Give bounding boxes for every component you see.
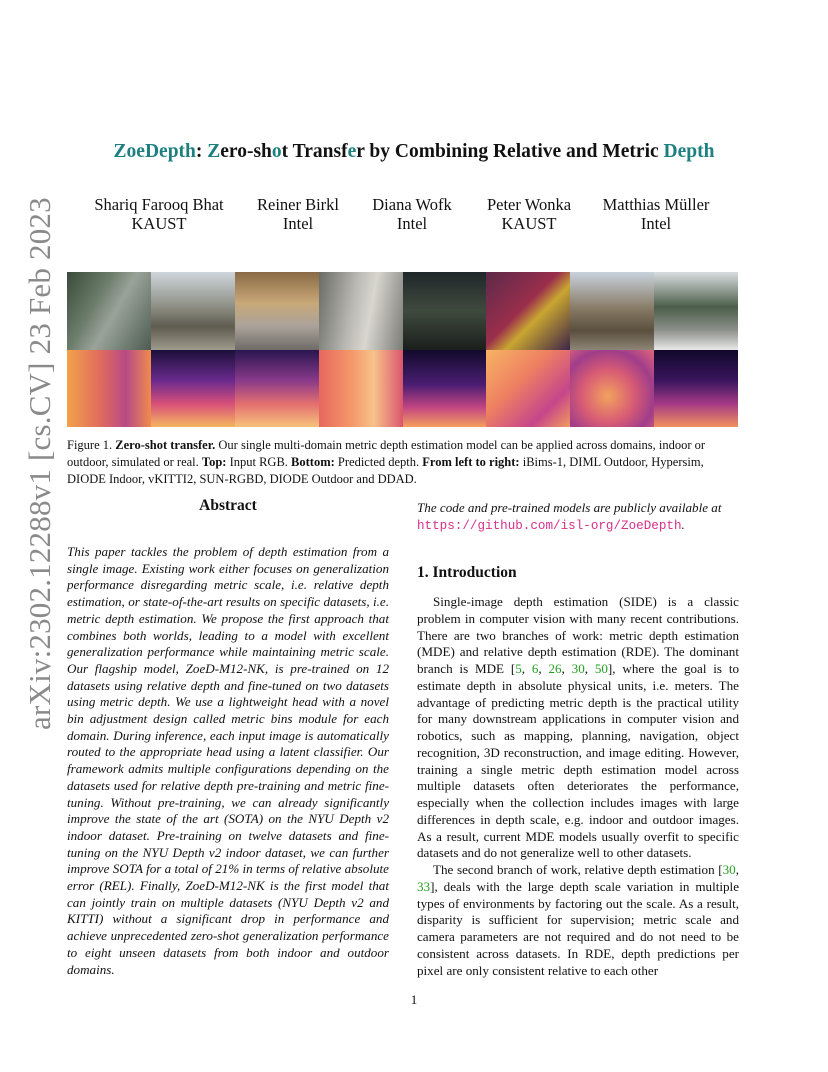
title-part: t Transf: [281, 141, 348, 162]
depth-map-vkitti2: [403, 350, 487, 428]
depth-map-diode-outdoor: [570, 350, 654, 428]
abstract-heading: Abstract: [199, 497, 257, 514]
rgb-image-vkitti2: [403, 272, 487, 350]
figure-title: Zero-shot transfer.: [115, 438, 216, 452]
rgb-image-hypersim: [235, 272, 319, 350]
caption-text: Our single multi-domain metric depth estimation model can be applied across domains, indoor or outdoor, simulated or real.: [67, 438, 706, 469]
citation-link[interactable]: 30: [571, 661, 585, 676]
title-part: ero-sh: [220, 141, 272, 162]
page-number: 1: [410, 992, 418, 1007]
rgb-image-diode-outdoor: [570, 272, 654, 350]
teaser-figure: [67, 272, 738, 427]
author-4: [478, 195, 580, 233]
figure-label: Figure 1.: [67, 438, 113, 452]
intro-text: ], where the goal is to estimate depth in absolute physical units, i.e. meters. The advantage of predicting metric depth is the practical utility for many downstream applications in computer vision and robotics, such as mapping, planning, navigation, object recognition, 3D reconstruction, and image editing. However, training a single metric depth estimation model across multiple datasets often deteriorates the performance, especially when the collection includes images with large differences in depth scale, e.g. indoor and outdoor images. As a result, current MDE models usually overfit to specific datasets and do not generalize well to other datasets.: [417, 661, 740, 861]
rgb-image-ddad: [654, 272, 738, 350]
author-1: [88, 195, 230, 233]
citation-link[interactable]: 6: [531, 661, 539, 676]
depth-map-sun-rgbd: [486, 350, 570, 428]
caption-text: iBims-1, DIML Outdoor, Hypersim, DIODE Indoor, vKITTI2, SUN-RGBD, DIODE Outdoor and DDAD.: [67, 455, 704, 486]
intro-paragraph-2: The second branch of work, relative depth estimation [30, 33], deals with the large depth scale variation in multiple types of environments by factoring out the scale. As a result, disparity is sufficient for supervision; metric scale and camera parameters are not required and do not need to be consistent across datasets. In RDE, depth predictions per pixel are only consistent relative to each other: [417, 862, 739, 978]
intro-heading: 1. Introduction: [417, 564, 517, 581]
depth-map-hypersim: [235, 350, 319, 428]
intro-text: The second branch of work, relative depth estimation [: [433, 862, 723, 877]
citation-link[interactable]: 26: [548, 661, 562, 676]
depth-map-diode-indoor: [319, 350, 403, 428]
title-part: Zoe: [113, 141, 145, 162]
caption-bottom-label: Bottom:: [291, 455, 335, 469]
depth-map-diml-outdoor: [151, 350, 235, 428]
rgb-image-ibims: [67, 272, 151, 350]
title-part: o: [271, 141, 282, 162]
title-part: Depth: [144, 141, 196, 162]
author-3: [362, 195, 462, 233]
figure-caption: [67, 437, 739, 488]
citation-link[interactable]: 5: [515, 661, 522, 676]
rgb-image-diml-outdoor: [151, 272, 235, 350]
author-2: [248, 195, 348, 233]
arxiv-stamp-text: arXiv:2302.12288v1 [cs.CV] 23 Feb 2023: [22, 197, 57, 730]
depth-map-ibims: [67, 350, 151, 428]
caption-order-label: From left to right:: [422, 455, 520, 469]
intro-text: ], deals with the large depth scale variation in multiple types of environments by factoring out the scale. As a result, disparity is sufficient for supervision; metric scale and camera parameters are not required and do not need to be consistent across datasets. In RDE, depth predictions per pixel are only consistent relative to each other: [417, 878, 739, 978]
author-affiliation: Intel: [396, 214, 428, 233]
title-part: Z: [207, 141, 221, 162]
author-name: Shariq Farooq Bhat: [94, 195, 224, 214]
paper-title: [0, 141, 828, 163]
intro-paragraph-1: Single-image depth estimation (SIDE) is a classic problem in computer vision with many recent contributions. There are two branches of work: metric depth estimation (MDE) and relative depth estimation (RDE). The dominant branch is MDE [5, 6, 26, 30, 50], where the goal is to estimate depth in absolute physical units, i.e. meters. The advantage of predicting metric depth is the practical utility for many downstream applications in computer vision and robotics, such as mapping, planning, navigation, object recognition, 3D reconstruction, and image editing. However, training a single metric depth estimation model across multiple datasets often deteriorates the performance, especially when the collection includes images with large differences in depth scale, e.g. indoor and outdoor images. As a result, current MDE models usually overfit to specific datasets and do not generalize well to other datasets.: [417, 594, 740, 861]
caption-top-label: Top:: [201, 455, 227, 469]
title-part: r by Combining Relative and Metric: [356, 141, 664, 162]
rgb-image-diode-indoor: [319, 272, 403, 350]
code-note-text: The code and pre-trained models are publicly available at: [417, 500, 722, 515]
code-url-link[interactable]: https://github.com/isl-org/ZoeDepth: [417, 519, 682, 533]
intro-body: [417, 594, 739, 979]
intro-text: Single-image depth estimation (SIDE) is a classic problem in computer vision with many recent contributions. There are two branches of work: metric depth estimation (MDE) and relative depth estimation (RDE). The dominant branch is MDE [: [417, 594, 739, 676]
author-name: Diana Wofk: [372, 195, 452, 214]
author-5: [596, 195, 716, 233]
citation-link[interactable]: 30: [722, 862, 736, 877]
rgb-image-sun-rgbd: [486, 272, 570, 350]
caption-text: Input RGB.: [226, 455, 292, 469]
depth-map-ddad: [654, 350, 738, 428]
title-part: Depth: [663, 141, 715, 162]
author-affiliation: KAUST: [131, 214, 187, 233]
code-note-end: .: [681, 517, 685, 532]
title-part: :: [195, 141, 208, 162]
abstract-text: This paper tackles the problem of depth estimation from a single image. Existing work either focuses on generalization performance disregarding metric scale, i.e. relative depth estimation, or state-of-the-art results on specific datasets, i.e. metric depth estimation. We propose the first approach that combines both worlds, leading to a model with excellent generalization performance while maintaining metric scale. Our flagship model, ZoeD-M12-NK, is pre-trained on 12 datasets using relative depth and fine-tuned on two datasets using metric depth. We use a lightweight head with a novel bin adjustment design called metric bins module for each domain. During inference, each input image is automatically routed to the appropriate head using a latent classifier. Our framework admits multiple configurations depending on the datasets used for relative depth pre-training and metric fine-tuning. Without pre-training, we can already significantly improve the state of the art (SOTA) on the NYU Depth v2 indoor dataset. Pre-training on twelve datasets and fine-tuning on the NYU Depth v2 indoor dataset, we can further improve SOTA for a total of 21% in terms of relative absolute error (REL). Finally, ZoeD-M12-NK is the first model that can jointly train on multiple datasets (NYU Depth v2 and KITTI) without a significant drop in performance and achieve unprecedented zero-shot generalization performance to eight unseen datasets from both indoor and outdoor domains.: [67, 544, 389, 977]
title-part: e: [347, 141, 357, 162]
author-name: Reiner Birkl: [256, 195, 340, 214]
author-affiliation: KAUST: [501, 214, 557, 233]
author-affiliation: Intel: [282, 214, 314, 233]
author-name: Peter Wonka: [486, 195, 572, 214]
author-affiliation: Intel: [640, 214, 672, 233]
code-availability-note: [417, 499, 739, 535]
citation-link[interactable]: 33: [417, 878, 431, 894]
author-name: Matthias Müller: [602, 195, 710, 214]
citation-link[interactable]: 50: [594, 661, 608, 676]
caption-text: Predicted depth.: [334, 455, 423, 469]
